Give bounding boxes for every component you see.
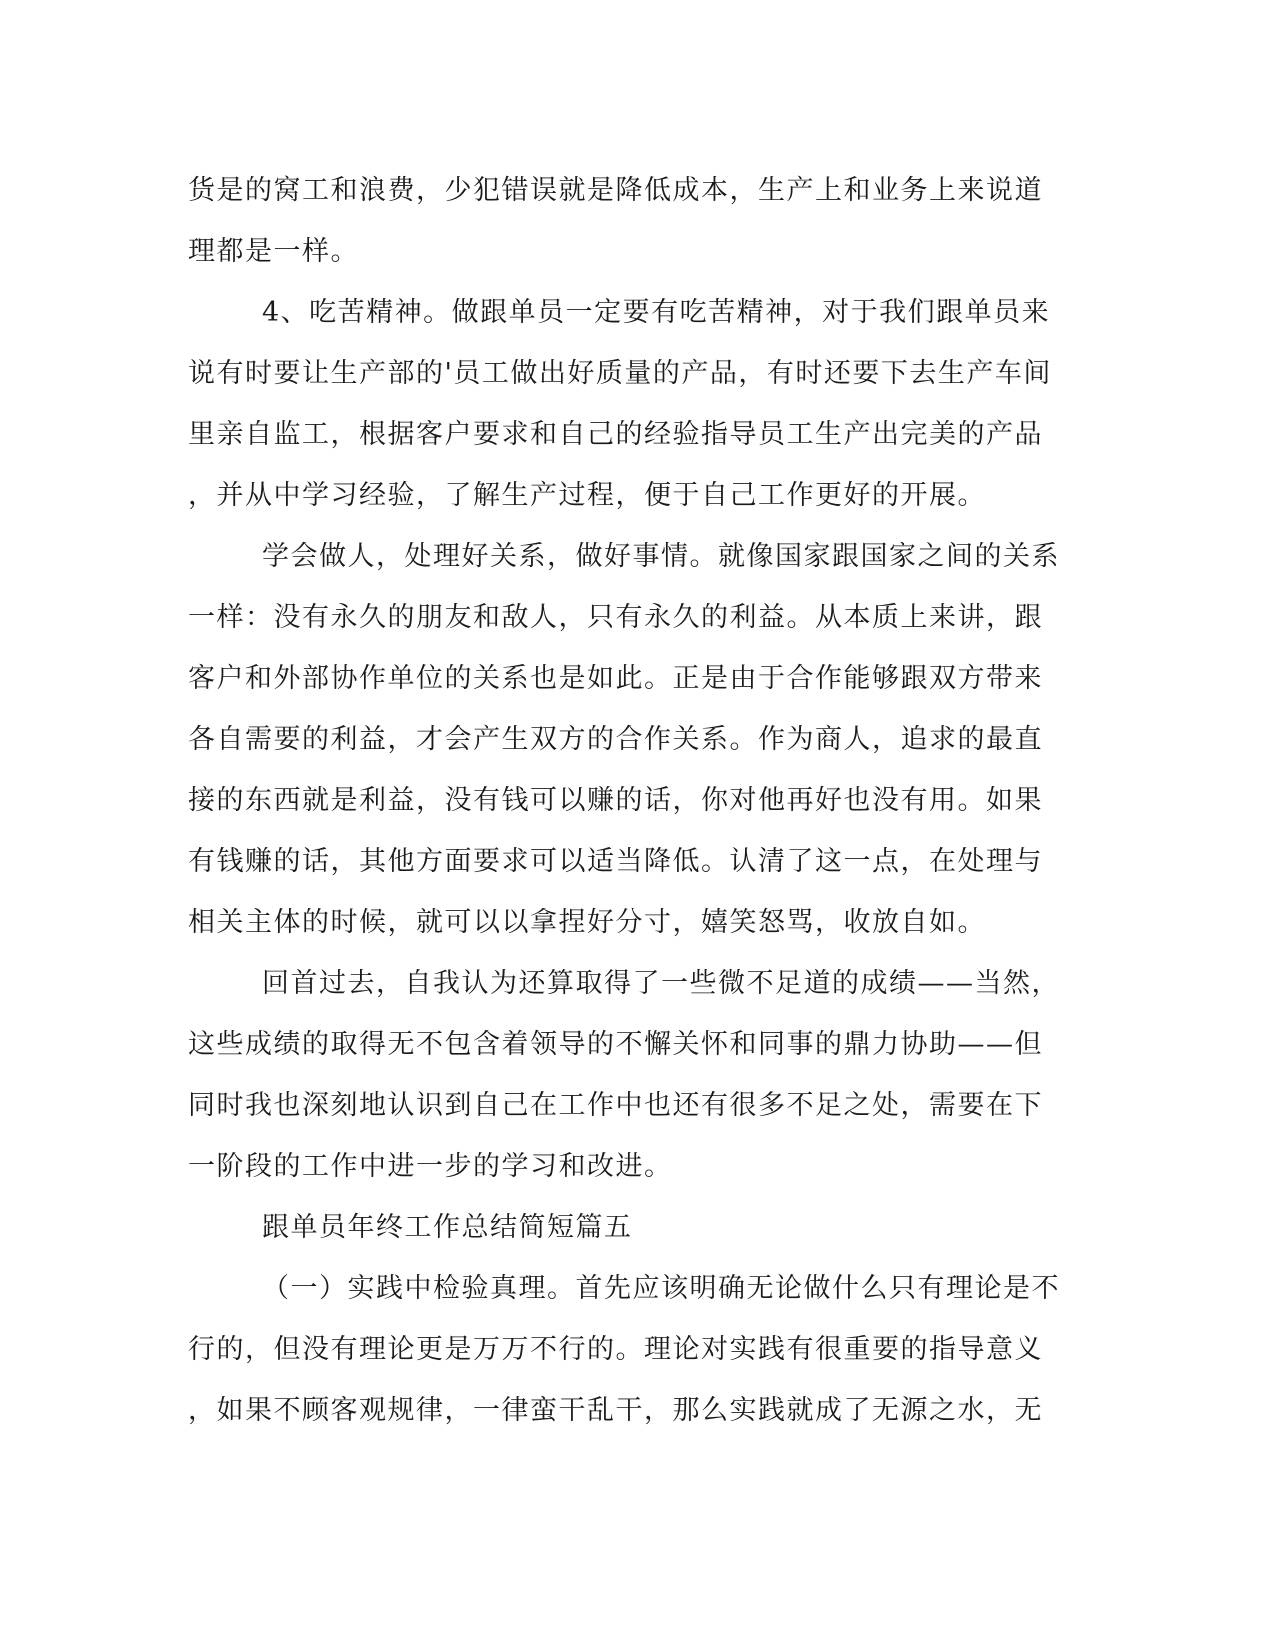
text-line: ，并从中学习经验，了解生产过程，便于自己工作更好的开展。 — [188, 480, 986, 511]
text-line: 4、吃苦精神。做跟单员一定要有吃苦精神，对于我们跟单员来 — [262, 297, 1051, 328]
text-line: 里亲自监工，根据客户要求和自己的经验指导员工生产出完美的产品 — [188, 419, 1043, 450]
text-line: ，如果不顾客观规律，一律蛮干乱干，那么实践就成了无源之水，无 — [188, 1395, 1043, 1426]
text-line: 学会做人，处理好关系，做好事情。就像国家跟国家之间的关系 — [262, 541, 1060, 572]
text-line: 一样：没有永久的朋友和敌人，只有永久的利益。从本质上来讲，跟 — [188, 602, 1043, 633]
text-line: 回首过去，自我认为还算取得了一些微不足道的成绩——当然， — [262, 968, 1060, 999]
text-line: 相关主体的时候，就可以以拿捏好分寸，嬉笑怒骂，收放自如。 — [188, 907, 986, 938]
text-line: 各自需要的利益，才会产生双方的合作关系。作为商人，追求的最直 — [188, 724, 1043, 755]
text-line: 理都是一样。 — [188, 236, 359, 267]
text-line: 行的，但没有理论更是万万不行的。理论对实践有很重要的指导意义 — [188, 1334, 1043, 1365]
text-line: 跟单员年终工作总结简短篇五 — [262, 1212, 633, 1243]
text-line: 同时我也深刻地认识到自己在工作中也还有很多不足之处，需要在下 — [188, 1090, 1043, 1121]
text-line: 接的东西就是利益，没有钱可以赚的话，你对他再好也没有用。如果 — [188, 785, 1043, 816]
text-line: 货是的窝工和浪费，少犯错误就是降低成本，生产上和业务上来说道 — [188, 175, 1043, 206]
text-line: （一）实践中检验真理。首先应该明确无论做什么只有理论是不 — [262, 1273, 1060, 1304]
text-line: 客户和外部协作单位的关系也是如此。正是由于合作能够跟双方带来 — [188, 663, 1043, 694]
text-line: 这些成绩的取得无不包含着领导的不懈关怀和同事的鼎力协助——但 — [188, 1029, 1043, 1060]
text-line: 说有时要让生产部的'员工做出好质量的产品，有时还要下去生产车间 — [188, 358, 1052, 389]
text-line: 一阶段的工作中进一步的学习和改进。 — [188, 1151, 673, 1182]
document-body — [188, 160, 1088, 1441]
text-line: 有钱赚的话，其他方面要求可以适当降低。认清了这一点，在处理与 — [188, 846, 1043, 877]
